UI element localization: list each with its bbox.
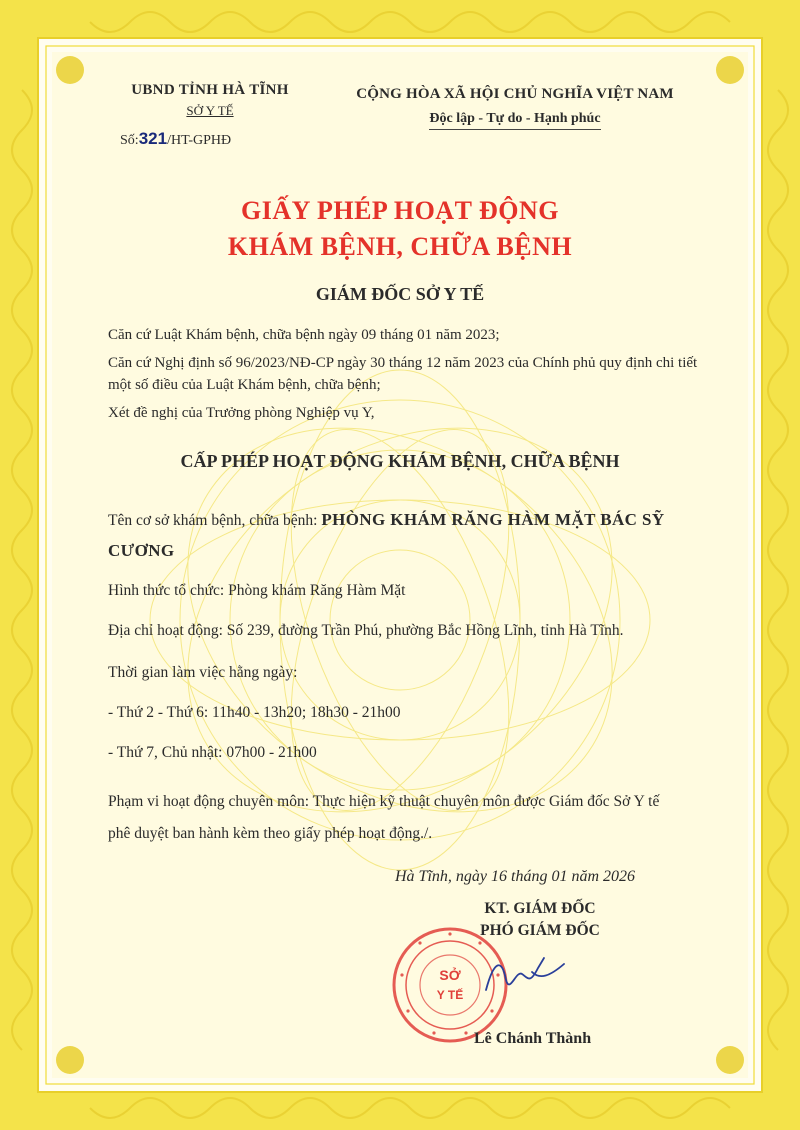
place-and-date: Hà Tĩnh, ngày 16 tháng 01 năm 2026: [395, 868, 635, 885]
signer-name: Lê Chánh Thành: [474, 1030, 592, 1047]
document-number-value: 321: [138, 129, 168, 148]
legal-basis-decree: Căn cứ Nghị định số 96/2023/NĐ-CP ngày 30 tháng 12 năm 2023 của Chính phủ quy định chi tiết một số điều của Luật Khám bệnh, chữa bệnh;: [108, 355, 698, 393]
legal-basis-proposal: Xét đề nghị của Trưởng phòng Nghiệp vụ Y,: [108, 405, 375, 421]
signatory-title-line1: KT. GIÁM ĐỐC: [484, 900, 596, 917]
grant-heading: CẤP PHÉP HOẠT ĐỘNG KHÁM BỆNH, CHỮA BỆNH: [180, 451, 620, 471]
operating-address: Địa chỉ hoạt động: Số 239, đường Trần Phú, phường Bắc Hồng Lĩnh, tỉnh Hà Tĩnh.: [108, 622, 624, 639]
document-title-line2: KHÁM BỆNH, CHỮA BỆNH: [227, 232, 573, 261]
working-hours-weekdays: - Thứ 2 - Thứ 6: 11h40 - 13h20; 18h30 - 21h00: [108, 704, 401, 721]
document-number-suffix: /HT-GPHĐ: [167, 133, 232, 148]
national-title: CỘNG HÒA XÃ HỘI CHỦ NGHĨA VIỆT NAM: [356, 86, 674, 102]
legal-basis-law: Căn cứ Luật Khám bệnh, chữa bệnh ngày 09 tháng 01 năm 2023;: [108, 327, 500, 343]
facility-name-value: PHÒNG KHÁM RĂNG HÀM MẶT BÁC SỸ CƯƠNG: [108, 510, 665, 560]
document-number: [100, 129, 320, 149]
document-number-prefix: Số:: [120, 133, 139, 148]
department-name: SỞ Y TẾ: [186, 103, 234, 118]
facility-name-label: Tên cơ sở khám bệnh, chữa bệnh:: [108, 512, 318, 529]
national-motto: Độc lập - Tự do - Hạnh phúc: [429, 111, 600, 130]
seal-center-bottom: Y TẾ: [436, 988, 464, 1002]
signatory-title-line2: PHÓ GIÁM ĐỐC: [480, 922, 600, 939]
handwritten-signature-icon: [480, 950, 570, 1000]
issuing-authority-block: [100, 82, 320, 149]
issuer-heading: GIÁM ĐỐC SỞ Y TẾ: [315, 284, 485, 304]
organization-form: Hình thức tổ chức: Phòng khám Răng Hàm Mặt: [108, 582, 406, 599]
working-hours-title: Thời gian làm việc hằng ngày:: [108, 664, 298, 681]
document-title-line1: GIẤY PHÉP HOẠT ĐỘNG: [241, 196, 559, 225]
working-hours-weekend: - Thứ 7, Chủ nhật: 07h00 - 21h00: [108, 744, 317, 761]
professional-scope: Phạm vi hoạt động chuyên môn: Thực hiện kỹ thuật chuyên môn được Giám đốc Sở Y tế phê duyệt ban hành kèm theo giấy phép hoạt động./.: [108, 793, 660, 842]
facility-name-line: [108, 505, 698, 567]
seal-center-top: SỞ: [439, 967, 461, 983]
national-header: [330, 86, 700, 130]
province-committee: UBND TỈNH HÀ TĨNH: [131, 82, 289, 98]
